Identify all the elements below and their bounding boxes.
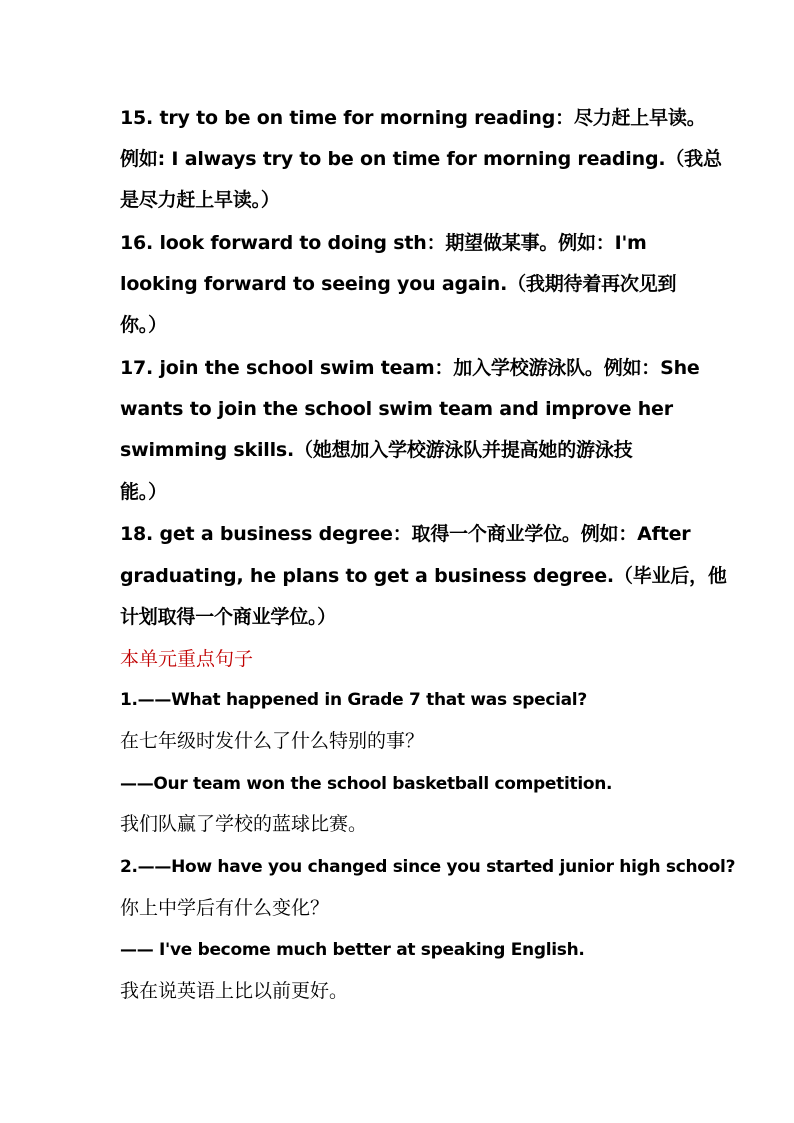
sentence-1-question-translation: 在七年级时发什么了什么特别的事？ [120, 730, 425, 752]
phrase-18-line-2: graduating, he plans to get a business degree.（毕业后，他 [120, 565, 727, 587]
phrase-16-line-2: looking forward to seeing you again.（我期待着再次见到 [120, 273, 677, 295]
phrase-16-line-1: 16. look forward to doing sth：期望做某事。例如：I'm [120, 232, 647, 254]
sentence-2-answer-translation: 我在说英语上比以前更好。 [120, 980, 349, 1002]
phrase-17-line-2: wants to join the school swim team and improve her [120, 398, 673, 420]
phrase-18-line-3: 计划取得一个商业学位。） [120, 606, 337, 628]
phrase-16-line-3: 你。） [120, 314, 167, 336]
sentence-2-answer: —— I've become much better at speaking English. [120, 940, 585, 960]
section-heading: 本单元重点句子 [120, 648, 254, 670]
phrase-15-line-3: 是尽力赶上早读。） [120, 189, 280, 211]
sentence-1-answer-translation: 我们队赢了学校的蓝球比赛。 [120, 813, 368, 835]
phrase-17-line-3: swimming skills.（她想加入学校游泳队并提高她的游泳技 [120, 439, 633, 461]
phrase-15-line-1: 15. try to be on time for morning reading：尽力赶上早读。 [120, 107, 706, 129]
phrase-17-line-4: 能。） [120, 481, 167, 503]
phrase-18-line-1: 18. get a business degree：取得一个商业学位。例如：After [120, 523, 691, 545]
phrase-15-line-2: 例如: I always try to be on time for morning reading.（我总 [120, 148, 722, 170]
sentence-1-question: 1.——What happened in Grade 7 that was special? [120, 690, 587, 710]
phrase-17-line-1: 17. join the school swim team：加入学校游泳队。例如：She [120, 357, 700, 379]
sentence-2-question: 2.——How have you changed since you started junior high school? [120, 857, 736, 877]
sentence-1-answer: ——Our team won the school basketball competition. [120, 774, 613, 794]
sentence-2-question-translation: 你上中学后有什么变化？ [120, 897, 330, 919]
